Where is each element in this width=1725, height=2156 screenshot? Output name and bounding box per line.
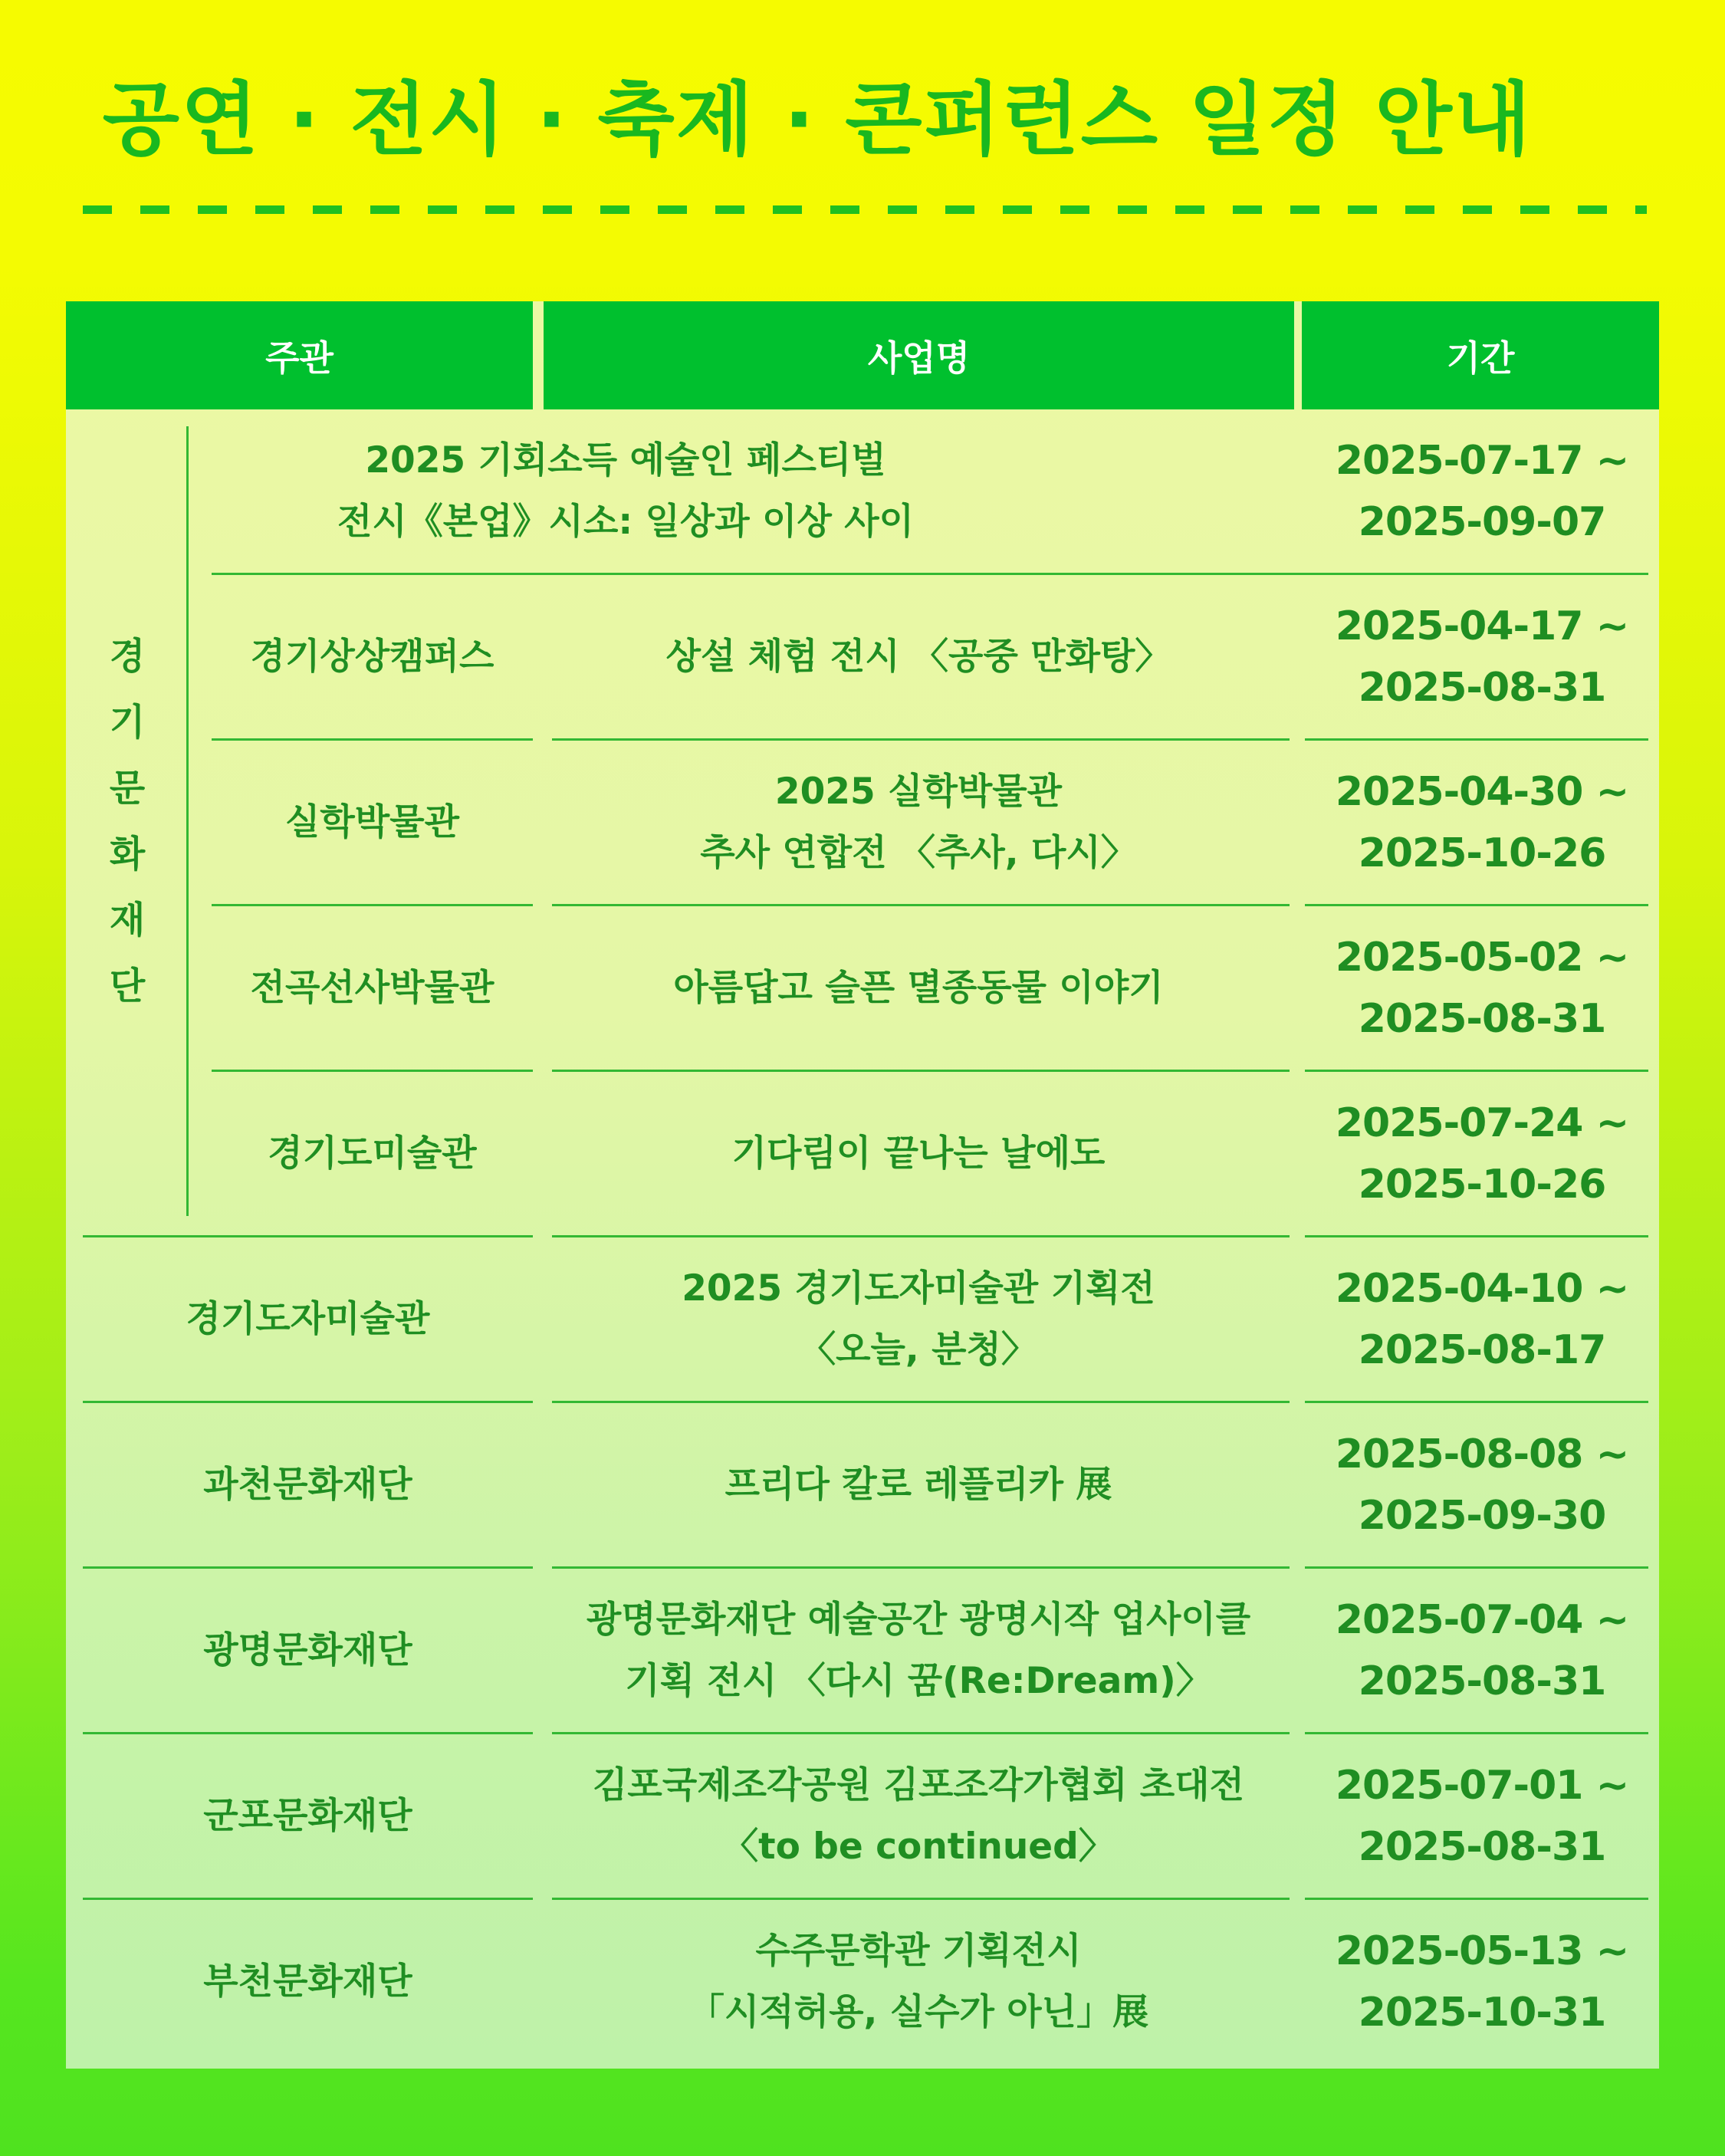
program-cell (552, 1568, 1285, 1734)
program-name-line: 프리다 칼로 레플리카 展 (724, 1464, 1112, 1506)
program-name-line: 김포국제조각공원 김포조각가협회 초대전 (593, 1764, 1244, 1806)
org-cell: 경기상상캠퍼스 (250, 636, 495, 678)
period-cell (1302, 1899, 1662, 2065)
program-cell (552, 740, 1285, 905)
period-end: 2025-09-30 (1358, 1493, 1606, 1539)
period-end: 2025-08-31 (1358, 665, 1606, 711)
period-start: 2025-05-13 ~ (1335, 1928, 1629, 1974)
period-cell (1302, 409, 1662, 574)
period-end: 2025-09-07 (1358, 499, 1606, 545)
period-cell (1302, 905, 1662, 1071)
program-name-line: 「시적허용, 실수가 아닌」展 (688, 1991, 1149, 2033)
group-label-char: 경 (109, 635, 146, 678)
column-header-period: 기간 (1302, 301, 1659, 409)
program-cell (552, 1899, 1285, 2065)
period-start: 2025-07-04 ~ (1335, 1597, 1629, 1643)
period-start: 2025-07-17 ~ (1335, 438, 1629, 484)
org-cell: 부천문화재단 (203, 1960, 412, 2003)
program-name-line: 2025 경기도자미술관 기획전 (682, 1267, 1155, 1310)
group-label-char: 기 (109, 701, 146, 744)
schedule-table (66, 301, 1659, 2069)
org-cell: 실학박물관 (284, 801, 459, 843)
program-name-line: 2025 기회소득 예술인 페스티벌 (365, 439, 886, 481)
program-name-line: 전시《본업》시소: 일상과 이상 사이 (337, 501, 915, 543)
period-cell (1302, 574, 1662, 740)
period-cell (1302, 1237, 1662, 1402)
program-cell (552, 574, 1285, 740)
period-start: 2025-04-30 ~ (1335, 769, 1629, 815)
program-name-line: 2025 실학박물관 (774, 771, 1063, 813)
period-end: 2025-10-26 (1358, 830, 1606, 876)
program-name-line: 기획 전시 〈다시 꿈(Re:Dream)〉 (625, 1660, 1212, 1702)
program-name-line: 아름답고 슬픈 멸종동물 이야기 (673, 967, 1164, 1009)
group-label-char: 화 (109, 833, 146, 876)
period-start: 2025-07-24 ~ (1335, 1100, 1629, 1146)
period-end: 2025-08-31 (1358, 1824, 1606, 1870)
page-title: 공연 · 전시 · 축제 · 콘퍼런스 일정 안내 (102, 73, 1533, 166)
program-name-line: 광명문화재단 예술공간 광명시작 업사이클 (586, 1599, 1251, 1641)
group-label-char: 단 (109, 965, 146, 1007)
group-label-char: 문 (109, 767, 146, 810)
program-cell (552, 1237, 1285, 1402)
period-cell (1302, 1071, 1662, 1237)
program-cell (552, 905, 1285, 1071)
program-name-line: 〈to be continued〉 (722, 1826, 1115, 1868)
program-name-line: 〈오늘, 분청〉 (800, 1329, 1037, 1371)
period-end: 2025-08-31 (1358, 1658, 1606, 1704)
group-divider (186, 426, 189, 1216)
org-cell: 경기도자미술관 (186, 1298, 430, 1340)
period-start: 2025-07-01 ~ (1335, 1763, 1629, 1809)
org-cell: 경기도미술관 (268, 1132, 477, 1175)
period-end: 2025-10-26 (1358, 1162, 1606, 1208)
program-name-line: 추사 연합전 〈추사, 다시〉 (700, 832, 1137, 874)
group-label-char: 재 (109, 899, 146, 942)
program-cell (552, 1071, 1285, 1237)
period-start: 2025-04-10 ~ (1335, 1266, 1629, 1312)
group-label (97, 623, 158, 1019)
table-header (66, 301, 1659, 409)
period-start: 2025-05-02 ~ (1335, 935, 1629, 981)
table-row (204, 409, 1431, 574)
column-header-program: 사업명 (544, 301, 1294, 409)
program-cell (552, 1734, 1285, 1899)
program-cell (552, 1402, 1285, 1568)
org-cell: 과천문화재단 (203, 1464, 412, 1506)
program-name-line: 상설 체험 전시 〈공중 만화탕〉 (665, 636, 1171, 678)
org-cell: 전곡선사박물관 (250, 967, 495, 1009)
period-cell (1302, 1402, 1662, 1568)
column-header-organizer: 주관 (66, 301, 533, 409)
org-cell: 광명문화재단 (203, 1629, 412, 1671)
period-cell (1302, 740, 1662, 905)
period-cell (1302, 1568, 1662, 1734)
period-end: 2025-08-31 (1358, 996, 1606, 1042)
period-cell (1302, 1734, 1662, 1899)
period-start: 2025-04-17 ~ (1335, 603, 1629, 649)
period-end: 2025-08-17 (1358, 1327, 1606, 1373)
org-cell: 군포문화재단 (203, 1795, 412, 1837)
program-name-line: 기다림이 끝나는 날에도 (731, 1132, 1106, 1175)
dashed-divider (83, 205, 1647, 214)
period-end: 2025-10-31 (1358, 1990, 1606, 2036)
program-name-line: 수주문학관 기획전시 (755, 1930, 1082, 1972)
period-start: 2025-08-08 ~ (1335, 1431, 1629, 1477)
